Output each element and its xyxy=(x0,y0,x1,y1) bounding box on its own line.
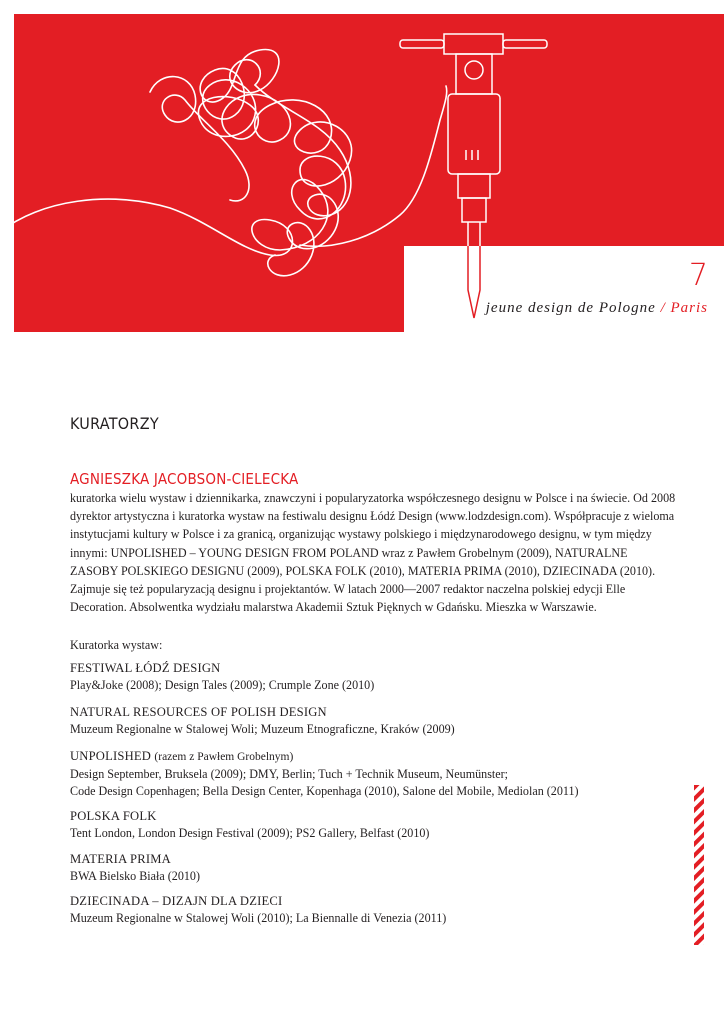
bio-line: innymi: UNPOLISHED – YOUNG DESIGN FROM POLAND wraz z Pawłem Grobelnym (2009), NATURALNE xyxy=(70,545,628,560)
exhibition-venues: Play&Joke (2008); Design Tales (2009); Crumple Zone (2010) xyxy=(70,678,375,692)
tagline-city: Paris xyxy=(670,300,708,316)
exhibition-title: DZIECINADA – DIZAJN DLA DZIECI xyxy=(70,894,283,908)
curator-bio xyxy=(70,489,676,616)
exhibitions-intro: Kuratorka wystaw: xyxy=(70,638,163,652)
exhibition-title: MATERIA PRIMA xyxy=(70,852,171,866)
exhibition-venues: Code Design Copenhagen; Bella Design Center, Kopenhaga (2010), Salone del Mobile, Mediolan (2011) xyxy=(70,784,579,798)
exhibition-entry xyxy=(70,893,670,927)
exhibition-entry xyxy=(70,704,670,738)
logo-wordmark xyxy=(486,258,718,293)
tagline-separator: / xyxy=(660,300,666,316)
exhibition-title: NATURAL RESOURCES OF POLISH DESIGN xyxy=(70,705,327,719)
bio-line: instytucjami kultury w Polsce i za granicą, organizując wystawy polskiego i międzynarodowego designu, w tym między xyxy=(70,527,652,542)
exhibition-title: FESTIWAL ŁÓDŹ DESIGN xyxy=(70,661,221,675)
exhibition-entry xyxy=(70,660,670,694)
exhibition-venues: Tent London, London Design Festival (2009); PS2 Gallery, Belfast (2010) xyxy=(70,826,430,840)
exhibition-entry xyxy=(70,808,670,842)
exhibition-venues: Muzeum Regionalne w Stalowej Woli; Muzeum Etnograficzne, Kraków (2009) xyxy=(70,722,455,736)
bio-line: kuratorka wielu wystaw i dziennikarka, znawczyni i popularyzatorka współczesnego designu w Polsce i na świecie. Od 2008 xyxy=(70,491,676,505)
logo-main-text: OLISHED xyxy=(486,258,689,293)
bio-line: dyrektor artystyczna i kuratorka wystaw na festiwalu designu Łódź Design (www.lodzdesign.com). Współpracuje z wieloma xyxy=(70,509,675,524)
bio-line: ZASOBY POLSKIEGO DESIGNU (2009), POLSKA FOLK (2010), MATERIA PRIMA (2010), DZIECINADA (2010). xyxy=(70,563,656,578)
exhibition-venues: Design September, Bruksela (2009); DMY, Berlin; Tuch + Technik Museum, Neumünster; xyxy=(70,767,509,781)
bio-line: Zajmuje się też popularyzacją designu i projektantów. W latach 2000—2007 redaktor naczelna polskiej edycji Elle xyxy=(70,582,626,597)
exhibition-entry xyxy=(70,851,670,885)
bio-line: Decoration. Absolwentka wydziału malarstwa Akademii Sztuk Pięknych w Gdańsku. Mieszka w Warszawie. xyxy=(70,600,597,615)
exhibition-note: (razem z Pawłem Grobelnym) xyxy=(154,751,294,763)
exhibition-title-line xyxy=(70,748,670,766)
tagline-text: jeune design de Pologne xyxy=(485,300,656,316)
tagline xyxy=(486,300,708,317)
logo-prefix: UN xyxy=(420,262,465,287)
exhibition-entry xyxy=(70,748,670,800)
chisel-tip xyxy=(468,246,480,318)
curator-name: AGNIESZKA JACOBSON-CIELECKA xyxy=(70,470,299,488)
section-title: KURATORZY xyxy=(70,414,159,433)
decorative-striped-bar xyxy=(694,785,704,945)
exhibition-title: UNPOLISHED xyxy=(70,749,152,763)
exhibition-venues: BWA Bielsko Biała (2010) xyxy=(70,869,200,883)
logo-number: 7 xyxy=(688,258,718,293)
exhibition-venues: Muzeum Regionalne w Stalowej Woli (2010); La Biennalle di Venezia (2011) xyxy=(70,911,447,925)
exhibition-title: POLSKA FOLK xyxy=(70,809,157,823)
